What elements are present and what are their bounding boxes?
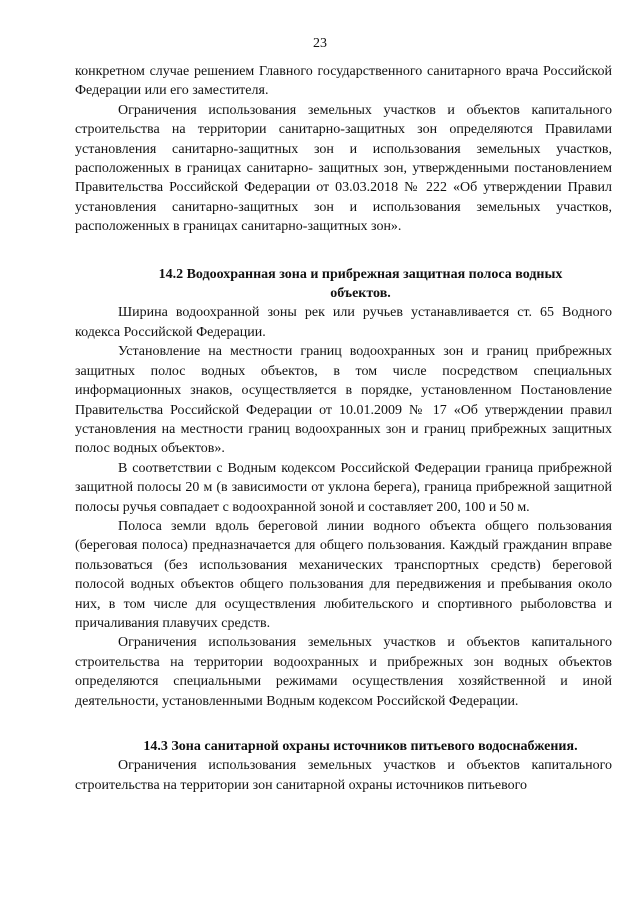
intro-paragraph-sanitary-zones: Ограничения использования земельных участков и объектов капитального строительства на территории санитарно-защитных зон определяются Правилами установления санитарно-защитных зон и использования земельных участков, расположенных в границах санитарно- защитных зон, утвержденными постановлением Правительства Российской Федерации от 03.03.2018 № 222 «Об утверждении Правил установления санитарно-защитных зон и использования земельных участков, расположенных в границах санитарно-защитных зон». <box>75 102 612 235</box>
page-number: 23 <box>313 36 327 51</box>
section-14-2-paragraph: Установление на местности границ водоохранных зон и границ прибрежных защитных полос водных объектов, в том числе посредством специальных информационных знаков, осуществляется в порядке, установленном Постановление Правительства Российской Федерации от 10.01.2009 № 17 «Об утверждении правил установления на местности границ водоохранных зон и границ прибрежных защитных полос водных объектов». <box>75 344 612 457</box>
intro-paragraph-continuation: конкретном случае решением Главного государственного санитарного врача Российской Федерации или его заместителя. <box>75 64 612 99</box>
section-heading-14-3: 14.3 Зона санитарной охраны источников питьевого водоснабжения. <box>143 739 578 754</box>
section-14-3-paragraph: Ограничения использования земельных участков и объектов капитального строительства на территории зон санитарной охраны источников питьевого <box>75 758 612 793</box>
section-heading-14-2-line2: объектов. <box>330 286 391 302</box>
section-14-2-paragraph: Полоса земли вдоль береговой линии водного объекта общего пользования (береговая полоса) предназначается для общего пользования. Каждый гражданин вправе пользоваться (без использования механических транспортных средств) береговой полосой водных объектов общего пользования для передвижения и пребывания около них, в том числе для осуществления любительского и спортивного рыболовства и причаливания плавучих средств. <box>75 518 612 631</box>
page-content <box>75 62 612 795</box>
section-14-2-paragraph: В соответствии с Водным кодексом Российской Федерации граница прибрежной защитной полосы 20 м (в зависимости от уклона берега), граница прибрежной защитной полосы ручья совпадает с водоохранной зоной и составляет 200, 100 и 50 м. <box>75 460 612 515</box>
section-14-2-paragraph: Ограничения использования земельных участков и объектов капитального строительства на территории водоохранных и прибрежных зон водных объектов определяются специальными режимами осуществления хозяйственной и иной деятельности, установленными Водным кодексом Российской Федерации. <box>75 635 612 709</box>
section-heading-14-2 <box>75 265 612 304</box>
section-heading-14-2-line1: 14.2 Водоохранная зона и прибрежная защитная полоса водных <box>158 266 563 282</box>
section-14-2-paragraph: Ширина водоохранной зоны рек или ручьев устанавливается ст. 65 Водного кодекса Российской Федерации. <box>75 305 612 340</box>
